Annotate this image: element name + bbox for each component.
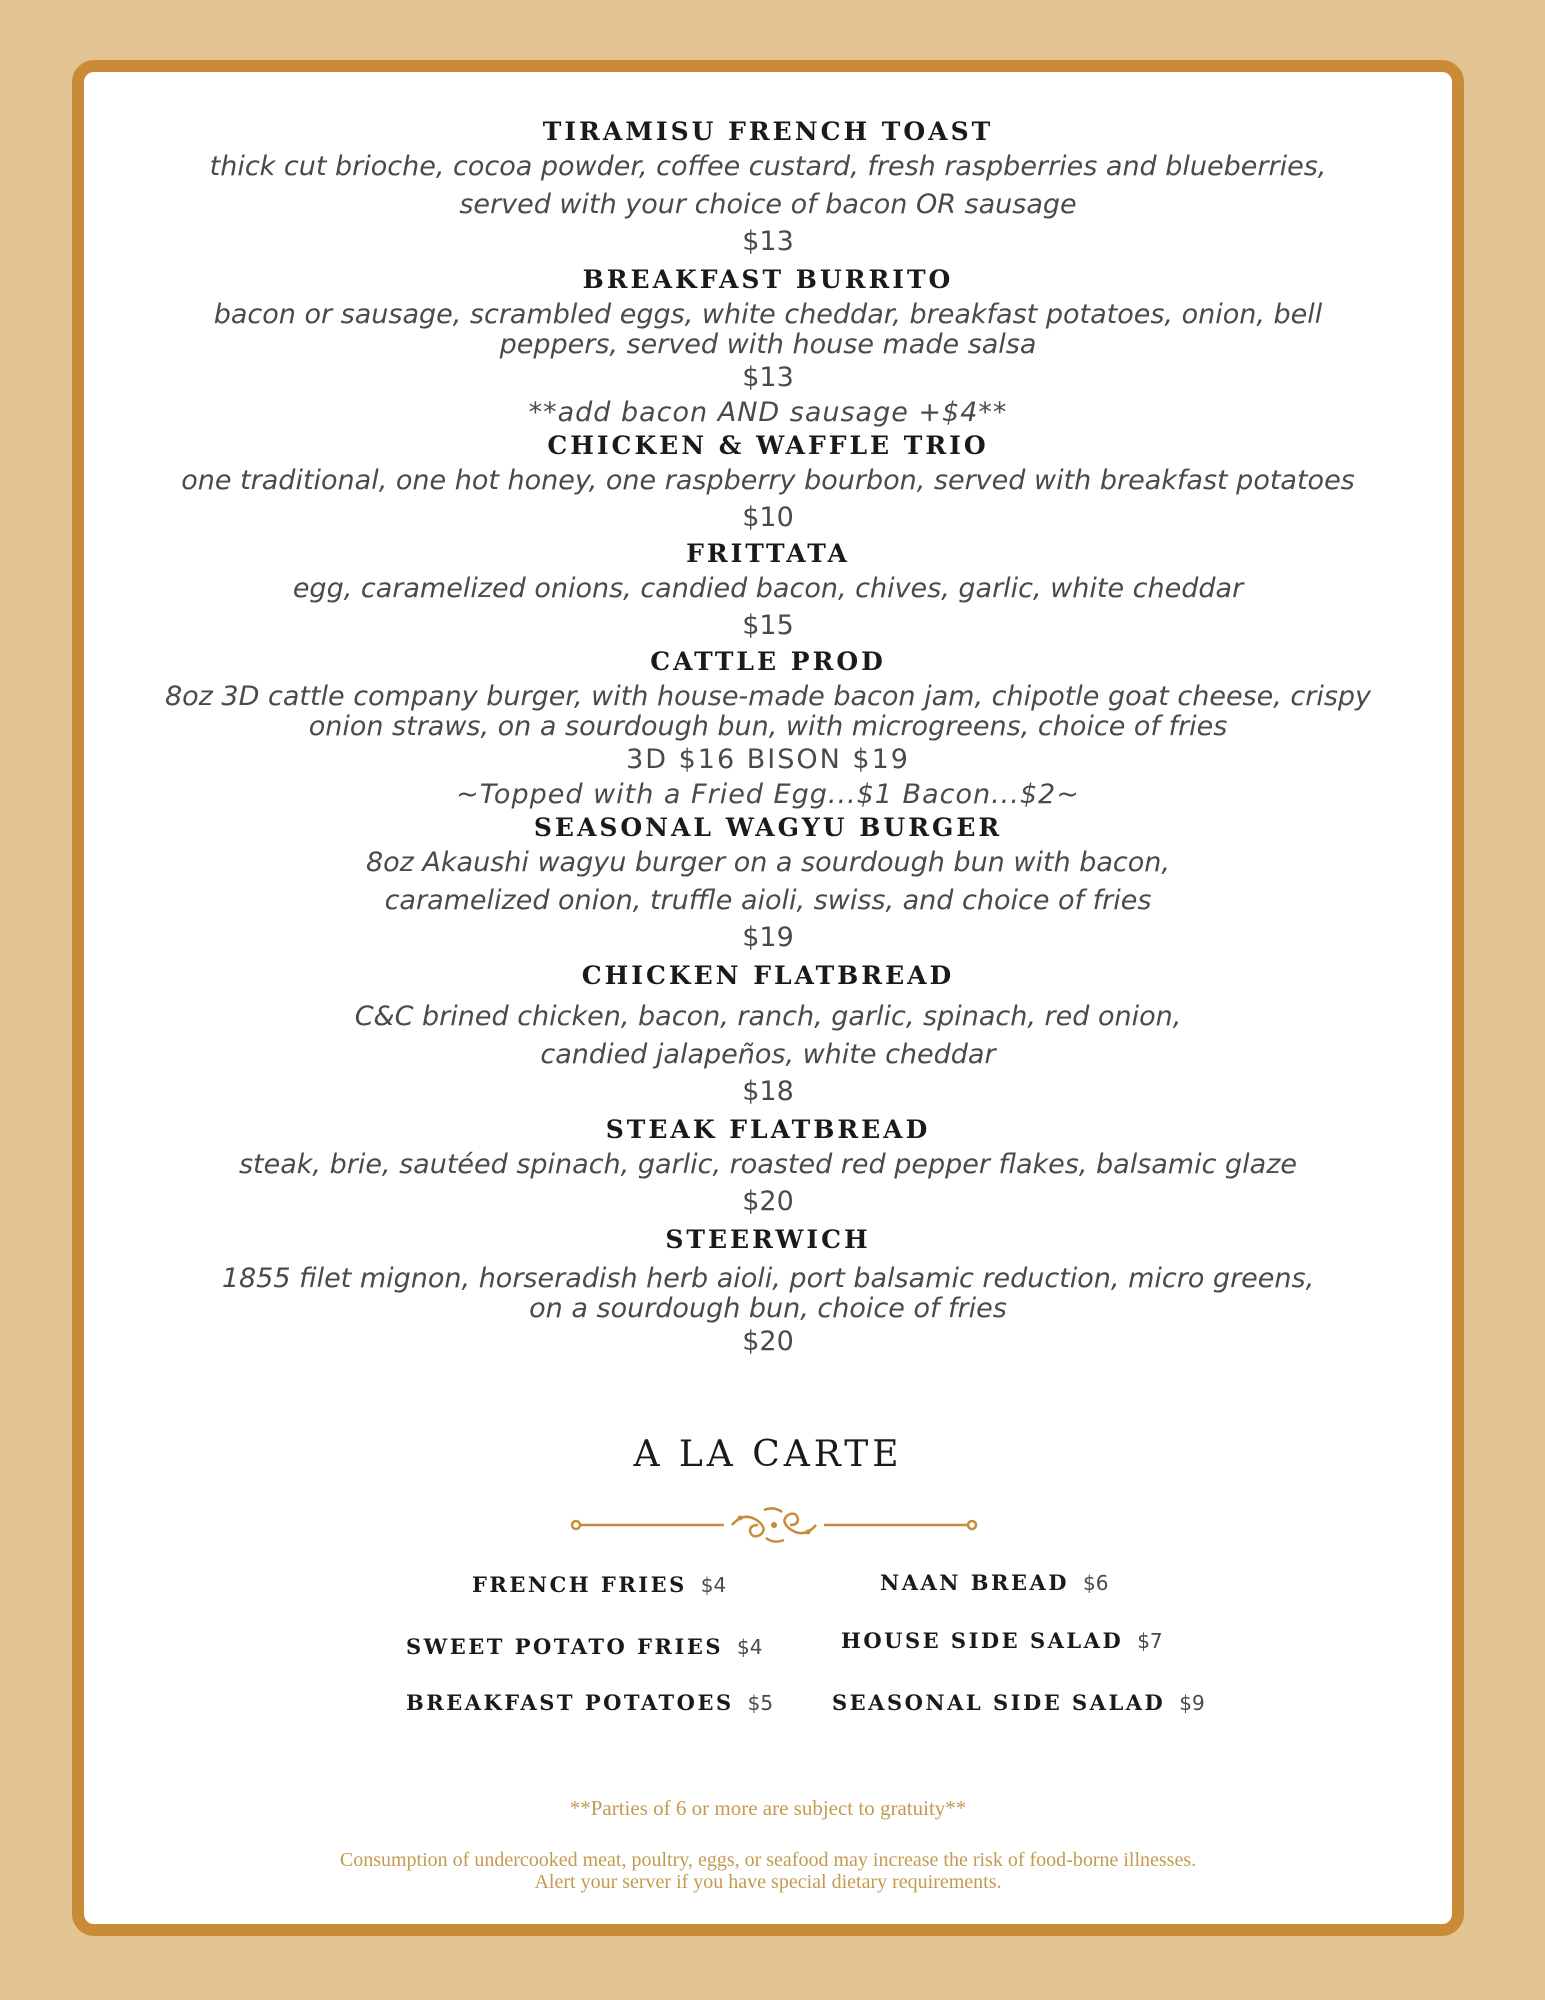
item-name: STEAK FLATBREAD: [605, 1115, 931, 1144]
menu-item: [84, 1224, 1452, 1360]
menu-item: [84, 430, 1452, 536]
alc-item-name: SEASONAL SIDE SALAD: [832, 1690, 1166, 1715]
item-name: FRITTATA: [686, 539, 850, 568]
alc-item-price: $9: [1179, 1691, 1205, 1715]
alc-item: [832, 1690, 1205, 1715]
item-price: $10: [742, 502, 794, 533]
alc-item-name: HOUSE SIDE SALAD: [841, 1628, 1124, 1653]
item-name: TIRAMISU FRENCH TOAST: [542, 117, 994, 146]
alc-item-price: $7: [1137, 1629, 1163, 1653]
alc-item-price: $4: [700, 1573, 727, 1597]
item-description: on a sourdough bun, choice of fries: [529, 1293, 1007, 1324]
item-description: steak, brie, sautéed spinach, garlic, roasted red pepper flakes, balsamic glaze: [238, 1149, 1298, 1180]
menu-item: [84, 538, 1452, 644]
alc-item-name: SWEET POTATO FRIES: [406, 1634, 723, 1659]
item-name: CHICKEN & WAFFLE TRIO: [547, 431, 989, 460]
alc-item: [406, 1690, 773, 1715]
menu-item: [84, 1114, 1452, 1220]
item-price: $20: [742, 1326, 794, 1357]
item-price: $20: [742, 1186, 794, 1217]
food-safety-warning: [84, 1849, 1452, 1893]
item-description: caramelized onion, truffle aioli, swiss, and choice of fries: [384, 885, 1152, 916]
menu-card: [72, 60, 1464, 1936]
gratuity-note: **Parties of 6 or more are subject to gratuity**: [569, 1796, 967, 1820]
item-price: $13: [742, 362, 794, 393]
ornament-divider-icon: [564, 1500, 984, 1550]
item-description: 8oz Akaushi wagyu burger on a sourdough bun with bacon,: [365, 847, 1170, 878]
alc-item-price: $4: [737, 1635, 763, 1659]
item-price: $13: [742, 226, 794, 257]
menu-item: [84, 264, 1452, 430]
item-description: onion straws, on a sourdough bun, with microgreens, choice of fries: [308, 711, 1228, 742]
item-price: $15: [742, 610, 794, 641]
item-note: **add bacon AND sausage +$4**: [528, 397, 1008, 428]
item-description: thick cut brioche, cocoa powder, coffee custard, fresh raspberries and blueberries,: [209, 151, 1327, 182]
alc-item-name: BREAKFAST POTATOES: [406, 1690, 734, 1715]
alc-item-name: NAAN BREAD: [880, 1570, 1070, 1595]
item-price: $18: [742, 1076, 794, 1107]
item-price: 3D $16 BISON $19: [626, 744, 910, 775]
warning-line: Consumption of undercooked meat, poultry, eggs, or seafood may increase the risk of food-borne illnesses.: [339, 1849, 1197, 1871]
item-description: C&C brined chicken, bacon, ranch, garlic, spinach, red onion,: [354, 1001, 1182, 1032]
alc-item: [406, 1634, 762, 1659]
item-price: $19: [742, 922, 794, 953]
item-description: peppers, served with house made salsa: [499, 329, 1037, 360]
item-description: candied jalapeños, white cheddar: [540, 1039, 996, 1070]
item-name: SEASONAL WAGYU BURGER: [533, 813, 1003, 842]
a-la-carte-title: A LA CARTE: [633, 1434, 903, 1475]
alc-item: [880, 1570, 1108, 1595]
menu-item: [84, 812, 1452, 956]
item-note: ~Topped with a Fried Egg...$1 Bacon...$2~: [456, 779, 1080, 810]
item-description: served with your choice of bacon OR sausage: [459, 189, 1077, 220]
alc-item-price: $6: [1083, 1571, 1109, 1595]
item-description: bacon or sausage, scrambled eggs, white cheddar, breakfast potatoes, onion, bell: [213, 299, 1323, 330]
item-name: CHICKEN FLATBREAD: [581, 961, 955, 990]
alc-item-name: FRENCH FRIES: [472, 1572, 687, 1597]
item-description: one traditional, one hot honey, one raspberry bourbon, served with breakfast potatoes: [181, 465, 1355, 496]
alc-item: [841, 1628, 1163, 1653]
item-name: STEERWICH: [665, 1225, 871, 1254]
item-description: egg, caramelized onions, candied bacon, chives, garlic, white cheddar: [292, 573, 1244, 604]
alc-item-price: $5: [747, 1691, 774, 1715]
alc-item: [472, 1572, 726, 1597]
item-description: 8oz 3D cattle company burger, with house-made bacon jam, chipotle goat cheese, crispy: [164, 681, 1372, 712]
item-description: 1855 filet mignon, horseradish herb aioli, port balsamic reduction, micro greens,: [221, 1263, 1315, 1294]
a-la-carte-list: [84, 1572, 1452, 1792]
menu-item: [84, 116, 1452, 260]
menu-item: [84, 646, 1452, 812]
menu-item: [84, 960, 1452, 1110]
item-name: CATTLE PROD: [650, 647, 886, 676]
menu-items: [84, 116, 1452, 1360]
item-name: BREAKFAST BURRITO: [582, 265, 954, 294]
warning-line: Alert your server if you have special dietary requirements.: [534, 1871, 1002, 1893]
